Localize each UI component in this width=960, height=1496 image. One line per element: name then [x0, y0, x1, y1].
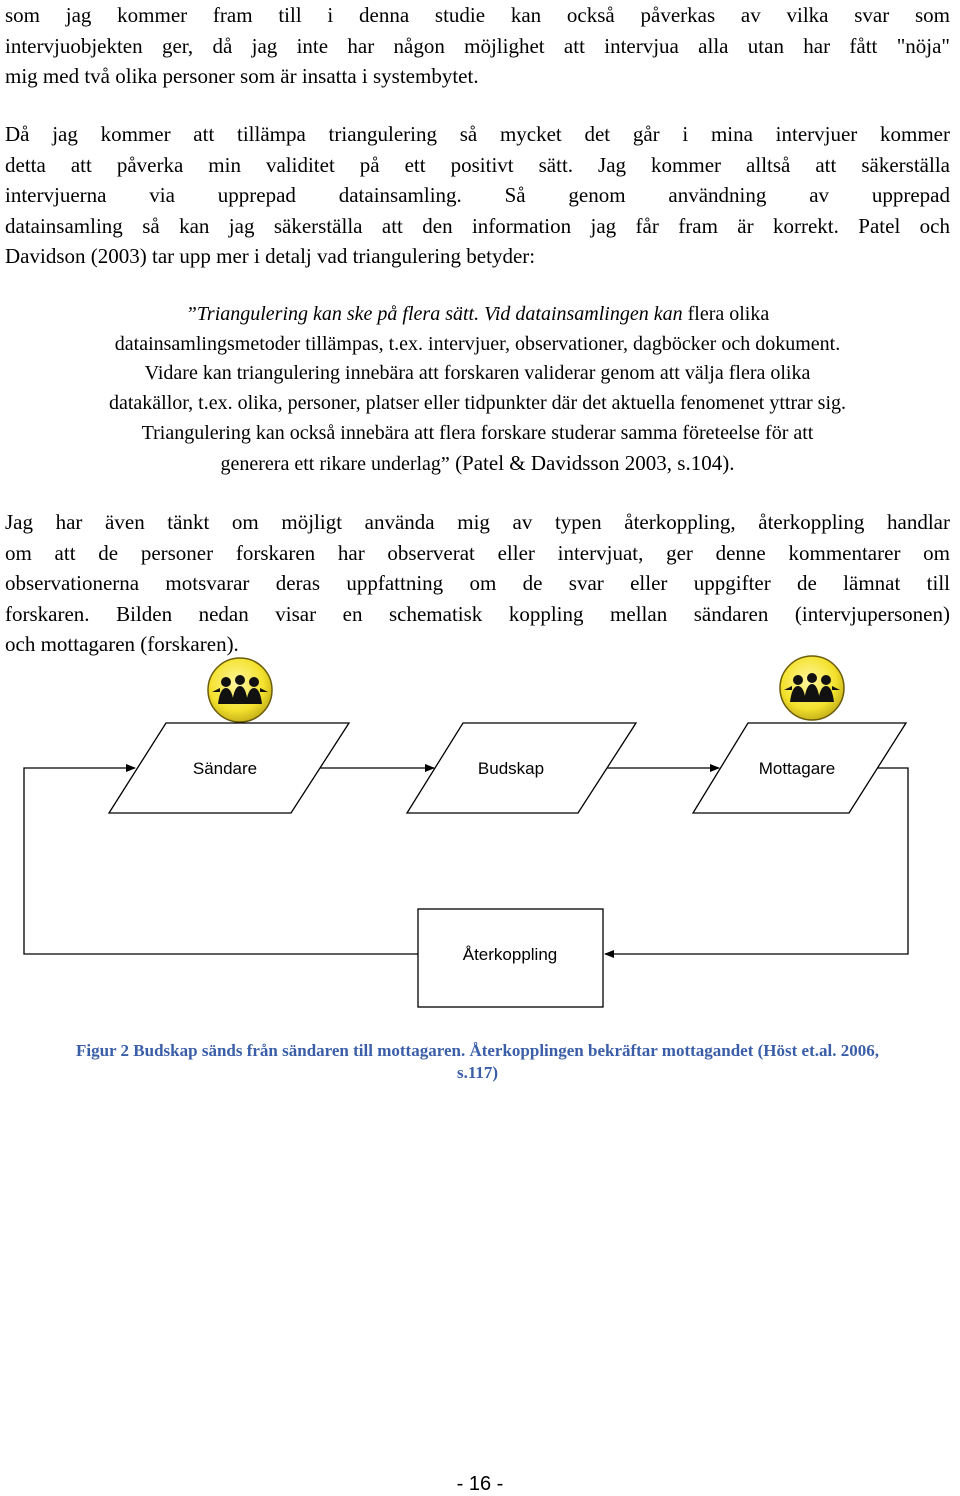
- text-line: Då jag kommer att tillämpa triangulering så mycket det går i mina intervjuer kommer: [5, 122, 950, 146]
- text-line: om att de personer forskaren har observerat eller intervjuat, ger denne kommentarer om: [5, 540, 950, 565]
- text-line: Jag har även tänkt om möjligt använda mig av typen återkoppling, återkoppling handlar: [5, 510, 950, 534]
- message-label: Budskap: [477, 759, 545, 778]
- quote-citation: (Patel & Davidsson 2003, s.104).: [449, 450, 735, 475]
- quote-line: [5, 300, 950, 330]
- quote-italic-text: ”Triangulering kan ske på flera sätt. Vid datainsamlingen kan: [185, 303, 683, 325]
- paragraph-3: [5, 507, 950, 660]
- text-line: forskaren. Bilden nedan visar en schematisk koppling mellan sändaren (intervjupersonen): [5, 601, 950, 626]
- text-line: detta att påverka min validitet på ett positivt sätt. Jag kommer alltså att säkerställa: [5, 152, 950, 177]
- text-line: mig med två olika personer som är insatta i systembytet.: [5, 64, 479, 88]
- text-line: intervjuerna via upprepad datainsamling. Så genom användning av upprepad: [5, 183, 950, 207]
- caption-line: s.117): [456, 1063, 499, 1082]
- receiver-box: [693, 723, 906, 813]
- text-line: Davidson (2003) tar upp mer i detalj vad triangulering betyder:: [5, 244, 536, 268]
- text-line: som jag kommer fram till i denna studie kan också påverkas av vilka svar som: [5, 3, 950, 27]
- caption-line: Figur 2 Budskap sänds från sändaren till mottagaren. Återkopplingen bekräftar mottagandet (Höst et.al. 2006,: [76, 1041, 879, 1060]
- message-box: [407, 723, 636, 813]
- paragraph-1: [5, 0, 950, 92]
- text-line: observationerna motsvarar deras uppfattning om de svar eller uppgifter de lämnat till: [5, 571, 950, 595]
- people-icon: [208, 658, 272, 722]
- block-quote: [5, 300, 950, 479]
- quote-line: Triangulering kan också innebära att flera forskare studerar samma företeelse för att: [141, 421, 814, 444]
- quote-line: datainsamlingsmetoder tillämpas, t.ex. intervjuer, observationer, dagböcker och dokument.: [114, 332, 841, 355]
- paragraph-2: [5, 119, 950, 272]
- text-line: intervjuobjekten ger, då jag inte har någon möjlighet att intervjua alla utan har fått "nöja": [5, 33, 950, 58]
- page-number: - 16 -: [456, 1473, 504, 1495]
- text-line: datainsamling så kan jag säkerställa att den information jag får fram är korrekt. Patel och: [5, 213, 950, 238]
- people-icon: [780, 656, 844, 720]
- sender-label: Sändare: [192, 759, 258, 778]
- quote-line: Vidare kan triangulering innebära att forskaren validerar genom att välja flera olika: [144, 362, 811, 385]
- quote-line: datakällor, t.ex. olika, personer, platser eller tidpunkter där det aktuella fenomenet yttrar sig.: [108, 392, 846, 415]
- quote-line: [5, 449, 950, 480]
- figure-caption: [5, 1040, 950, 1084]
- feedback-box: [418, 909, 603, 1007]
- communication-diagram: [0, 655, 960, 1025]
- receiver-label: Mottagare: [758, 759, 836, 778]
- feedback-label: Återkoppling: [462, 945, 558, 964]
- quote-text: flera olika: [682, 303, 770, 325]
- quote-text: generera ett rikare underlag”: [220, 452, 450, 475]
- sender-box: [109, 723, 349, 813]
- text-line: och mottagaren (forskaren).: [5, 632, 239, 656]
